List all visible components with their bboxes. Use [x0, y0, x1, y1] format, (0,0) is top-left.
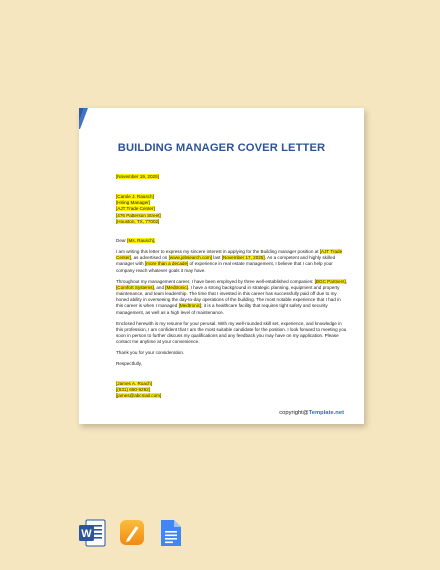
- closing: Respectfully,: [116, 361, 142, 367]
- page-title: BUILDING MANAGER COVER LETTER: [117, 142, 326, 154]
- recipient-line: [476 Patterson Street]: [116, 212, 161, 218]
- letter-page: [79, 108, 364, 424]
- paragraph-3: Enclosed herewith is my resume for your perusal. With my well-rounded skill set, experience, and knowledge in this profession, I am confident that I am the most suitable candidate for the position. I look forward to meeting you soon in person to further discuss my qualifications and any feedback you may have on my application. Please contact me anytime at your convenience.: [116, 320, 347, 345]
- paragraph-2: Throughout my management career, I have been employed by three well-established companies: [BGC Partners], [Comfort Systems], and [Medtronic]. I have a strong background in strategic planning, equipment and property maintenance, and team leadership. The time that I invested in this career has successfully paid off due to my honed ability in overseeing the day-to-day operations of the building. The most notable experience that I had in this career is when I managed [Medtronic]; it is a healthcare facility that requires tight safety and security management, as well as a high level of maintenance.: [116, 278, 348, 315]
- letter-body: [116, 174, 349, 404]
- svg-text:W: W: [81, 528, 92, 540]
- recipient-line: [Hiring Manager]: [116, 200, 150, 206]
- template-net-brand[interactable]: copyright@Template.net: [279, 410, 344, 416]
- pages-icon[interactable]: [119, 518, 145, 548]
- recipient-line: [AJT Trade Center]: [116, 206, 155, 212]
- signature-block: [116, 381, 349, 399]
- letter-date: [November 19, 2025]: [116, 174, 159, 179]
- corner-ribbon: [79, 108, 101, 130]
- recipient-block: [116, 194, 349, 225]
- salutation: Dear [Ms. Rausch],: [116, 237, 156, 243]
- signature-line: [(631) 650-9292]: [116, 386, 150, 392]
- word-icon[interactable]: [78, 518, 106, 548]
- signature-line: [James A. Roach]: [116, 380, 153, 386]
- recipient-line: [Carole J. Rausch]: [116, 194, 154, 200]
- signature-line: [james@abcmail.com]: [116, 392, 162, 398]
- paragraph-1: I am writing this letter to express my sincere interest in applying for the Building manager position at [AJT Trade Center], as advertised on [www.jobsearch.com] last [November 17, 2025]. As a competent and highly skilled manager with [more than a decade] of experience in real estate management, I believe that I can help your company reach whatever goals it may have.: [116, 249, 343, 273]
- recipient-line: [Houston, TX, 77002]: [116, 218, 160, 224]
- google-docs-icon[interactable]: [160, 518, 182, 548]
- paragraph-4: Thank you for your consideration.: [116, 350, 185, 356]
